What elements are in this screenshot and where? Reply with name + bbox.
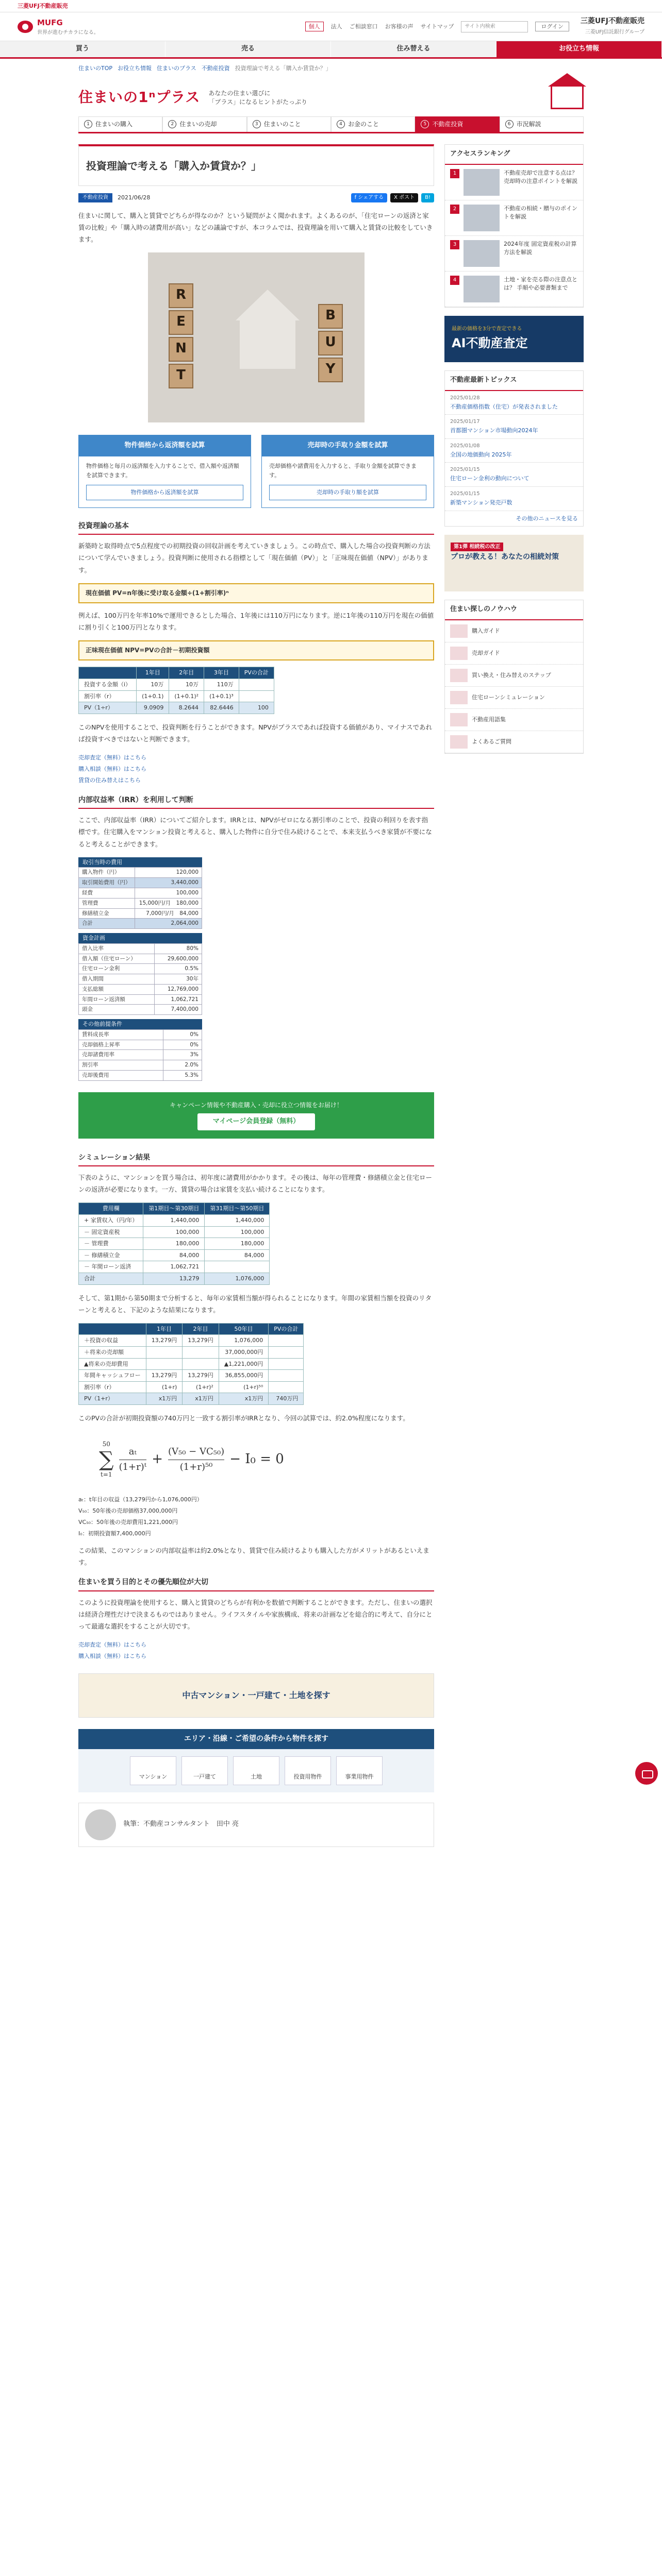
- howto-item[interactable]: 売却ガイド: [445, 642, 583, 665]
- list-item[interactable]: 2025/01/08 全国の地価動向 2025年: [445, 439, 583, 463]
- hero-image: [148, 252, 365, 422]
- npv-table: 1年目 2年目 3年目 PVの合計 投資する金額（i） 10万 10万 110万 割引率（r） (1+0.1) (1+0.1)² (1+0.1)³ PV（1÷r） 9.0909 8.2644 82.6446 100: [78, 667, 274, 714]
- brand-tagline: あなたの住まい選びに 「プラス」になるヒントがたっぷり: [208, 89, 308, 106]
- link-sale-appraisal[interactable]: 売却査定（無料）はこちら: [78, 754, 146, 761]
- paragraph: ここで、内部収益率（IRR）についてご紹介します。IRRとは、NPVがゼロになる割引率のことで、投資の利回りを表す指標です。住宅購入をマンション投資と考えると、購入した物件に自分で住み続けることで、本来支払うべき家賃が不要になると考えることができます。: [78, 816, 432, 848]
- sumai-plus-logo[interactable]: 住まいの1ⁿプラス: [78, 89, 201, 106]
- mypage-signup-button[interactable]: マイページ会員登録（無料）: [197, 1113, 315, 1130]
- tab-money[interactable]: 4 お金のこと: [331, 116, 415, 132]
- funding-table: 資金計画 借入比率 80% 借入額（住宅ローン） 29,600,000 住宅ローン金利 0.5% 借入期間 30年 支払総額 12,769,000 年間ローン返済額 1,062,721 頭金 7,400,000: [78, 933, 434, 1015]
- property-search-banner[interactable]: 中古マンション・一戸建て・土地を探す: [78, 1673, 434, 1718]
- house-body-shape: [240, 319, 295, 369]
- article-meta: [78, 193, 434, 202]
- howto-icon: [450, 669, 468, 682]
- tab-investment[interactable]: 5 不動産投資: [415, 116, 499, 132]
- thumbnail: [464, 205, 500, 231]
- breadcrumb-item[interactable]: お役立ち情報: [118, 65, 152, 72]
- list-item[interactable]: 2025/01/15 新築マンション発売戸数: [445, 487, 583, 511]
- site-top-bar: 三菱UFJ不動産販売: [0, 0, 662, 12]
- block-y: Y: [318, 358, 343, 382]
- header-link-individual[interactable]: 個人: [305, 22, 324, 32]
- avatar: [85, 1809, 116, 1840]
- category-tag[interactable]: 不動産投資: [78, 193, 112, 202]
- thumbnail: [464, 276, 500, 302]
- link-purchase-consult[interactable]: 購入相談（無料）はこちら: [78, 765, 146, 772]
- howto-list: 住まい探しのノウハウ 購入ガイド 売却ガイド 買い換え・住み替えのステップ 住宅ローンシミュレーション 不動産用語集 よくあるご質問: [444, 600, 584, 754]
- gnav-buy[interactable]: 買う: [0, 41, 166, 57]
- sidebar: [444, 144, 584, 762]
- inheritance-banner[interactable]: 第1弾 相続税の改正 プロが教える！あなたの相続対策: [444, 535, 584, 591]
- howto-icon: [450, 624, 468, 638]
- tab-home[interactable]: 3 住まいのこと: [247, 116, 331, 132]
- article-date: 2021/06/28: [118, 194, 151, 201]
- ai-appraisal-banner[interactable]: 最新の価格を3分で査定できる AI不動産査定: [444, 316, 584, 362]
- howto-item[interactable]: 購入ガイド: [445, 620, 583, 642]
- cost-table: 取引当時の費用 購入物件（円） 120,000 取引開始費用（円） 3,440,000 経費 100,000 管理費 15,000円/月 180,000 修繕積立金 7,000円/月 84,000 合計 2,064,000: [78, 857, 434, 929]
- section-heading: 投資理論の基本: [78, 520, 434, 535]
- search-land-button[interactable]: 土地: [233, 1756, 279, 1785]
- search-investment-button[interactable]: 投資用物件: [285, 1756, 331, 1785]
- cta-loan-box: 物件価格から返済額を試算 物件価格と毎月の返済額を入力することで、借入額や返済額を試算できます。 物件価格から返済額を試算: [78, 435, 251, 508]
- mufg-logo-icon: [18, 21, 33, 33]
- paragraph: このPVの合計が初期投資額の740万円と一致する割引率がIRRとなり、今回の試算では、約2.0%程度になります。: [78, 1414, 409, 1422]
- breadcrumb-current: 投資理論で考える「購入か賃貸か？」: [235, 65, 332, 72]
- search-input[interactable]: サイト内検索: [461, 21, 528, 32]
- table-row: 割引率（r） (1+0.1) (1+0.1)² (1+0.1)³: [79, 690, 274, 702]
- section-brand: [78, 81, 584, 114]
- gnav-move[interactable]: 住み替える: [331, 41, 496, 57]
- global-nav: [0, 41, 662, 59]
- link-purchase-consult[interactable]: 購入相談（無料）はこちら: [78, 1653, 146, 1660]
- paragraph: このNPVを使用することで、投資判断を行うことができます。NPVがプラスであれば投資する価値があり、マイナスであれば投資すべきではないと判断できます。: [78, 723, 433, 743]
- paragraph: この結果、このマンションの内部収益率は約2.0%となり、賃貸で住み続けるよりも購入した方がメリットがあるといえます。: [78, 1547, 429, 1567]
- breadcrumb-item[interactable]: 住まいのプラス: [157, 65, 196, 72]
- irr-equation: 50 ∑ t=1 $\frac{\text{aₜ}}{\text{(1+r)ᵗ}}$ + $\frac{\text{(V₅₀ − VC₅₀)}}{\text{(1+r)⁵⁰}}$ − I₀ = 0: [99, 1440, 284, 1479]
- section-heading: 住まいを買う目的とその優先順位が大切: [78, 1577, 434, 1591]
- simulation-cta: [78, 435, 434, 508]
- house-icon: [551, 86, 584, 109]
- section-heading: 内部収益率（IRR）を利用して判断: [78, 794, 434, 809]
- tab-market[interactable]: 6 市況解説: [500, 116, 584, 132]
- link-sale-appraisal[interactable]: 売却査定（無料）はこちら: [78, 1641, 146, 1649]
- block-u: U: [318, 331, 343, 355]
- block-b: B: [318, 304, 343, 329]
- related-links: [78, 1639, 434, 1662]
- link-rental-move[interactable]: 賃貸の住み替えはこちら: [78, 776, 141, 784]
- thumbnail: [464, 169, 500, 196]
- loan-simulation-button[interactable]: 物件価格から返済額を試算: [86, 485, 243, 500]
- cta-sale-box: 売却時の手取り金額を試算 売却価格や諸費用を入力すると、手取り金額を試算できます。 売却時の手取り額を試算: [261, 435, 434, 508]
- author-box: 執筆：不動産コンサルタント 田中 亮: [78, 1803, 434, 1847]
- hatena-bookmark-button[interactable]: B!: [421, 193, 434, 202]
- facebook-share-button[interactable]: f シェアする: [351, 193, 388, 202]
- simulation-table-1: 費用欄 第1期目〜第30期目 第31期目〜第50期目 + 家賃収入（円/年） 1,440,000 1,440,000 － 固定資産税 100,000 100,000 － 管理費 180,000 180,000 － 修繕積立金 84,000 84,000 － 年間ローン返済 1,062,721 合計 13,279 1,076,000: [78, 1202, 270, 1284]
- assumptions-table: その他前提条件 賃料成長率 0% 売却価格上昇率 0% 売却諸費用率 3% 割引率 2.0% 売却後費用 5.3%: [78, 1019, 434, 1081]
- ranking-item[interactable]: 4 土地・家を売る際の注意点とは？ 手順や必要書類まで: [445, 272, 583, 307]
- login-button[interactable]: ログイン: [535, 22, 569, 32]
- article-title: 投資理論で考える「購入か賃貸か？」: [78, 144, 434, 186]
- ranking-item[interactable]: 3 2024年度 固定資産税の計算方法を解説: [445, 236, 583, 272]
- howto-item[interactable]: 不動産用語集: [445, 709, 583, 731]
- tab-sale[interactable]: 2 住まいの売却: [162, 116, 246, 132]
- paragraph: 例えば、100万円を年率10%で運用できるとした場合、1年後には110万円になります。逆に1年後の110万円を現在の価値に割り引くと100万円となります。: [78, 611, 434, 632]
- company-brand[interactable]: 三菱UFJ不動産販売 三菱UFJ信託銀行グループ: [580, 16, 644, 36]
- chat-float-button[interactable]: [635, 1762, 658, 1785]
- mufg-logo[interactable]: MUFG 世界が進むチカラになる。: [18, 16, 99, 37]
- block-e: E: [169, 310, 193, 335]
- category-nav: [78, 116, 584, 133]
- member-signup-banner: キャンペーン情報や不動産購入・売却に役立つ情報をお届け！ マイページ会員登録（無料）: [78, 1092, 434, 1139]
- thumbnail: [464, 240, 500, 267]
- list-item[interactable]: 2025/01/28 不動産価格指数（住宅）が発表されました: [445, 391, 583, 415]
- table-row: 投資する金額（i） 10万 10万 110万: [79, 679, 274, 690]
- howto-icon: [450, 647, 468, 660]
- header-links: [305, 21, 569, 32]
- header-link-corporate[interactable]: 法人: [330, 23, 342, 30]
- header-link-consult[interactable]: ご相談窓口: [349, 23, 378, 30]
- search-commercial-button[interactable]: 事業用物件: [336, 1756, 383, 1785]
- table-row: PV（1÷r） 9.0909 8.2644 82.6446 100: [79, 702, 274, 714]
- howto-item[interactable]: 住宅ローンシミュレーション: [445, 687, 583, 709]
- list-item[interactable]: 2025/01/15 住宅ローン金利の動向について: [445, 463, 583, 487]
- simulation-table-2: 1年目 2年目 50年目 PVの合計 ＋投資の収益 13,279円 13,279円 1,076,000 ＋将来の売却額 37,000,000円 ▲将来の売却費用 ▲1,221,000円 年間キャッシュフロー 13,279円 13,279円 36,855,000円 割引率（r） (1+r) (1+r)² (1+r)⁵⁰ PV（1+r） x1万円 x1万円 x1万円 740万円: [78, 1323, 304, 1405]
- gnav-useful-info[interactable]: お役立ち情報: [496, 41, 662, 57]
- block-r: R: [169, 283, 193, 308]
- equation-legend: aₜ：t年目の収益（13,279円から1,076,000円） V₅₀：50年後の売却価格37,000,000円 VC₅₀：50年後の売却費用1,221,000円 I₀：初期投資額7,400,000円: [78, 1496, 203, 1537]
- block-t: T: [169, 364, 193, 388]
- search-house-button[interactable]: 一戸建て: [181, 1756, 228, 1785]
- list-item[interactable]: 2025/01/17 首都圏マンション市場動向2024年: [445, 415, 583, 439]
- block-n: N: [169, 337, 193, 362]
- header-link-sitemap[interactable]: サイトマップ: [420, 23, 454, 30]
- more-news-link[interactable]: その他のニュースを見る: [516, 515, 578, 522]
- howto-icon: [450, 691, 468, 704]
- howto-item[interactable]: よくあるご質問: [445, 731, 583, 753]
- latest-topics: 不動産最新トピックス 2025/01/28 不動産価格指数（住宅）が発表されました 2025/01/17 首都圏マンション市場動向2024年 2025/01/08 全国の地価動向 2025年 2025/01/15 住宅ローン金利の動向について 2025/01/15 新築マンション発売戸数 その他のニュースを見る: [444, 370, 584, 527]
- tab-purchase[interactable]: 1 住まいの購入: [78, 116, 162, 132]
- gnav-sell[interactable]: 売る: [166, 41, 331, 57]
- related-links: [78, 752, 434, 786]
- header-link-voice[interactable]: お客様の声: [385, 23, 413, 30]
- house-roof-shape: [236, 290, 300, 320]
- breadcrumb-item[interactable]: 不動産投資: [201, 65, 230, 72]
- access-ranking: アクセスランキング 1 不動産売却で注意する点は？ 売却時の注意ポイントを解説 2 不動産の相続・贈与のポイントを解説 3 2024年度 固定資産税の計算方法を解説 4 土地・家を売る際の注意点とは？ 手順や必要書類まで: [444, 144, 584, 308]
- ranking-item[interactable]: 2 不動産の相続・贈与のポイントを解説: [445, 200, 583, 236]
- section-heading: シミュレーション結果: [78, 1152, 434, 1166]
- formula-box: 現在価値 PV=n年後に受け取る金額÷(1+割引率)ⁿ: [78, 583, 434, 603]
- ranking-item[interactable]: 1 不動産売却で注意する点は？ 売却時の注意ポイントを解説: [445, 165, 583, 200]
- x-post-button[interactable]: X ポスト: [390, 193, 418, 202]
- howto-item[interactable]: 買い換え・住み替えのステップ: [445, 665, 583, 687]
- header: [0, 12, 662, 41]
- search-mansion-button[interactable]: マンション: [130, 1756, 176, 1785]
- area-search: エリア・沿線・ご希望の条件から物件を探す マンション 一戸建て 土地 投資用物件 事業用物件: [78, 1729, 434, 1792]
- howto-icon: [450, 713, 468, 726]
- paragraph: 下表のように、マンションを買う場合は、初年度に諸費用がかかります。その後は、毎年の管理費・修繕積立金と住宅ローンの返済が必要になります。一方、賃貸の場合は家賃を支払い続けることになります。: [78, 1174, 432, 1194]
- paragraph: 新築時と取得時点で5点程度での初期投資の回収計画を考えていきましょう。この時点で、購入した場合の投資判断の方法について学んでいきましょう。投資判断に使用される指標として「現在価値（PV）」と「正味現在価値（NPV）」があります。: [78, 542, 431, 574]
- howto-icon: [450, 735, 468, 749]
- formula-box: 正味現在価値 NPV=PVの合計－初期投資額: [78, 640, 434, 660]
- paragraph: そして、第1期から第50期まで分析すると、毎年の家賃相当額が得られることになります。年間の家賃相当額を投資のリターンと考えると、下記のような結果になります。: [78, 1294, 432, 1314]
- article-main: [78, 144, 434, 1847]
- breadcrumb-item[interactable]: 住まいのTOP: [78, 65, 113, 72]
- intro-paragraph: 住まいに関して、購入と賃貸でどちらが得なのか？という疑問がよく聞かれます。よくあるのが、「住宅ローンの返済と家賃の比較」や「購入時の諸費用が高い」などの議論ですが、本コラムでは、投資理論を用いて購入と賃貸の比較をしていきます。: [78, 212, 433, 244]
- paragraph: このように投資理論を使用すると、購入と賃貸のどちらが有利かを数値で判断することができます。ただし、住まいの選択は経済合理性だけで決まるものではありません。ライフスタイルや家族構成、将来の計画などを総合的に考えて、自分にとって最適な選択をすることが大切です。: [78, 1598, 433, 1631]
- share-buttons: [351, 193, 434, 202]
- sale-simulation-button[interactable]: 売却時の手取り額を試算: [269, 485, 426, 500]
